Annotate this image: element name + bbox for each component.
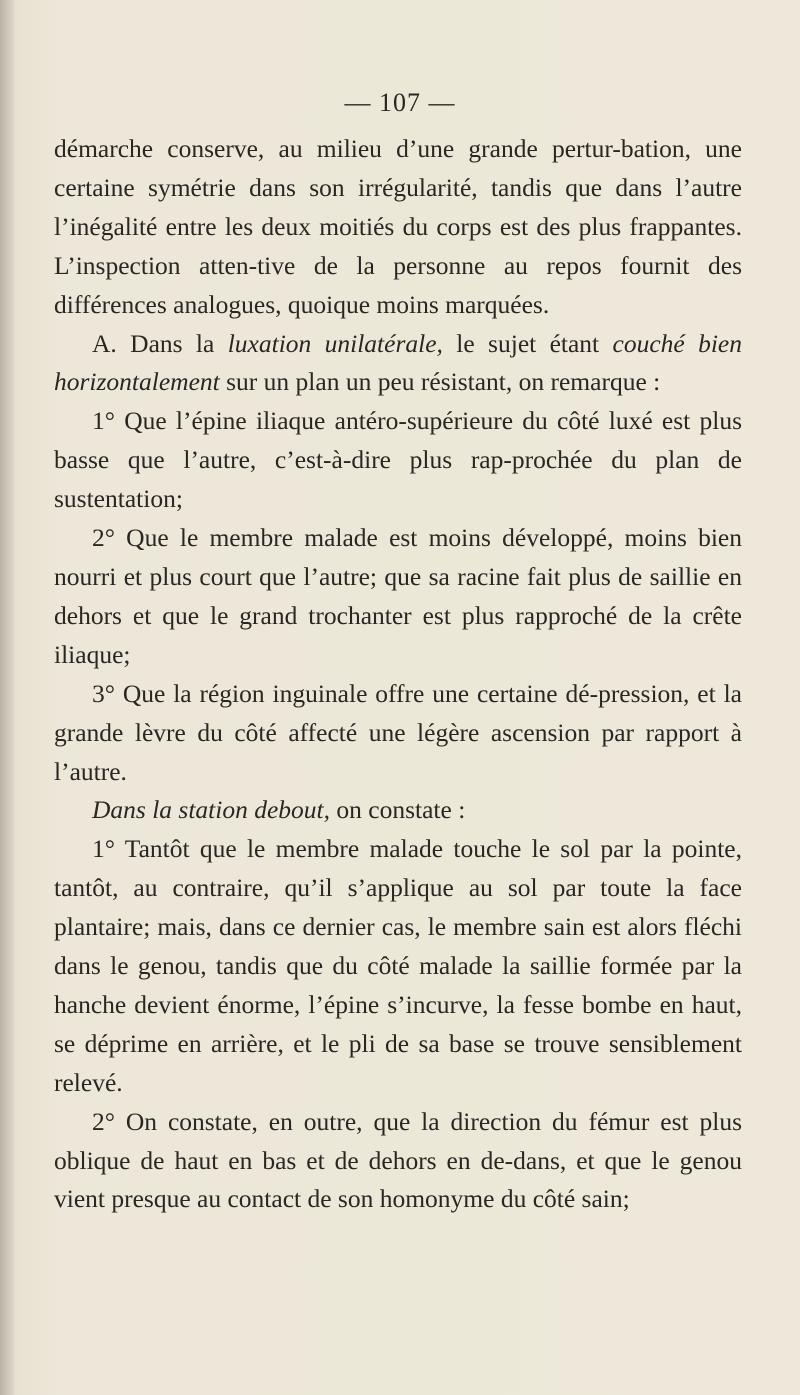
paragraph-p6 bbox=[54, 791, 742, 830]
page-number: — 107 — bbox=[344, 88, 456, 117]
italic-text: luxation unilatérale, bbox=[227, 328, 443, 358]
paragraph-p7 bbox=[54, 830, 742, 1102]
text-run: 2° On constate, en outre, que la direction du fémur est plus oblique de haut en bas et de dehors en de-dans, et que le genou vient presque au contact de son homonyme du côté sain; bbox=[54, 1106, 742, 1214]
text-run: on constate : bbox=[330, 795, 466, 825]
text-run: 2° Que le membre malade est moins développé, moins bien nourri et plus court que l’autre; que sa racine fait plus de saillie en dehors et que le grand trochanter est plus rapproché de la crête iliaque; bbox=[54, 523, 742, 669]
italic-text: couché bien horizontalement bbox=[54, 328, 742, 397]
text-run: sur un plan un peu résistant, on remarque : bbox=[219, 367, 661, 397]
text-run: 1° Tantôt que le membre malade touche le sol par la pointe, tantôt, au contraire, qu’il s’applique au sol par toute la face plantaire; mais, dans ce dernier cas, le membre sain est alors fléchi dans le genou, tandis que du côté malade la saillie formée par la hanche devient énorme, l’épine s’incurve, la fesse bombe en haut, se déprime en arrière, et le pli de sa base se trouve sensiblement relevé. bbox=[54, 834, 742, 1097]
text-run: 1° Que l’épine iliaque antéro-supérieure du côté luxé est plus basse que l’autre, c’est-à-dire plus rap-prochée du plan de sustentation; bbox=[54, 406, 742, 514]
paragraph-p4 bbox=[54, 519, 742, 675]
paragraph-p2 bbox=[54, 325, 742, 403]
text-run: démarche conserve, au milieu d’une grande pertur-bation, une certaine symétrie dans son irrégularité, tandis que dans l’autre l’inégalité entre les deux moitiés du corps est des plus frappantes. L’inspection atten-tive de la personne au repos fournit des différences analogues, quoique moins marquées. bbox=[54, 134, 742, 319]
body-text bbox=[54, 130, 742, 1219]
text-run: A. Dans la bbox=[92, 328, 228, 358]
paragraph-p8 bbox=[54, 1103, 742, 1220]
text-run: 3° Que la région inguinale offre une certaine dé-pression, et la grande lèvre du côté affecté une légère ascension par rapport à l’autre. bbox=[54, 678, 742, 786]
text-run: le sujet étant bbox=[442, 328, 613, 358]
paragraph-p1 bbox=[54, 130, 742, 325]
italic-text: Dans la station debout, bbox=[92, 795, 331, 825]
paragraph-p3 bbox=[54, 402, 742, 519]
paragraph-p5 bbox=[54, 675, 742, 792]
page-binding-edge bbox=[0, 0, 14, 1395]
